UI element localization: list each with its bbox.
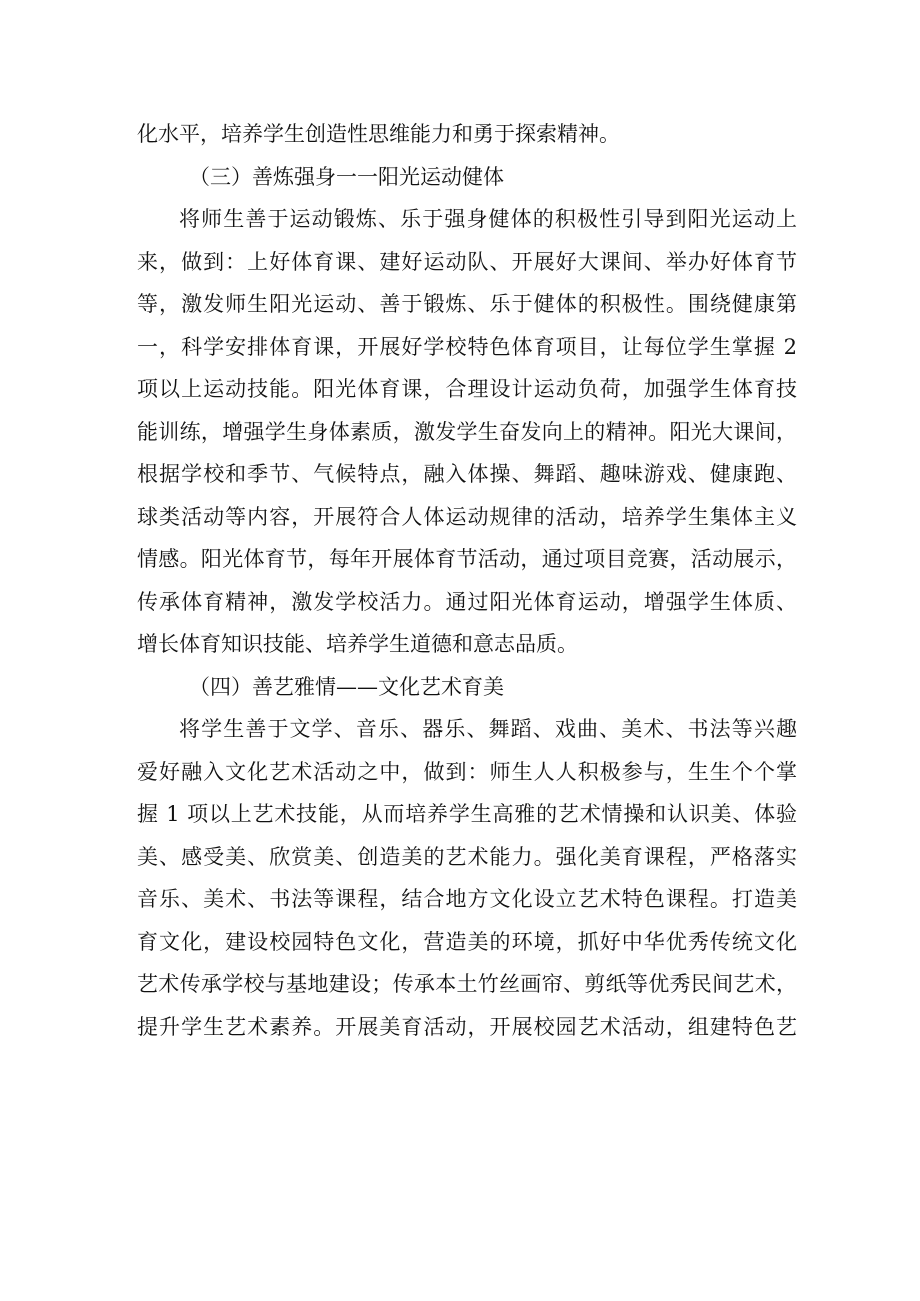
- paragraph-line: 情感。阳光体育节，每年开展体育节活动，通过项目竞赛，活动展示，: [137, 547, 797, 571]
- paragraph-line: 将师生善于运动锻炼、乐于强身健体的积极性引导到阳光运动上: [179, 207, 797, 231]
- paragraph-line: 提升学生艺术素养。开展美育活动，开展校园艺术活动，组建特色艺: [137, 1014, 797, 1039]
- paragraph-line: 音乐、美术、书法等课程，结合地方文化设立艺术特色课程。打造美: [137, 887, 797, 911]
- paragraph-line: 增长体育知识技能、培养学生道德和意志品质。: [137, 632, 578, 656]
- paragraph-line: 一，科学安排体育课，开展好学校特色体育项目，让每位学生掌握 2: [137, 334, 797, 359]
- paragraph-line: 等，激发师生阳光运动、善于锻炼、乐于健体的积极性。围绕健康第: [137, 292, 797, 316]
- paragraph-line: 能训练，增强学生身体素质，激发学生奋发向上的精神。阳光大课间，: [137, 419, 797, 444]
- paragraph-line: 化水平，培养学生创造性思维能力和勇于探索精神。: [137, 122, 620, 146]
- paragraph-line: 育文化，建设校园特色文化，营造美的环境，抓好中华优秀传统文化: [137, 929, 797, 954]
- paragraph-line: 传承体育精神，激发学校活力。通过阳光体育运动，增强学生体质、: [137, 589, 797, 614]
- paragraph-line: 项以上运动技能。阳光体育课，合理设计运动负荷，加强学生体育技: [137, 377, 797, 401]
- paragraph-line: 艺术传承学校与基地建设；传承本土竹丝画帘、剪纸等优秀民间艺术，: [137, 972, 797, 996]
- paragraph-line: 爱好融入文化艺术活动之中，做到：师生人人积极参与，生生个个掌: [137, 759, 797, 784]
- paragraph-line: 握 1 项以上艺术技能，从而培养学生高雅的艺术情操和认识美、体验: [137, 802, 797, 826]
- section-heading-three: （三）善炼强身一一阳光运动健体: [189, 164, 504, 189]
- paragraph-line: 来，做到：上好体育课、建好运动队、开展好大课间、举办好体育节: [137, 249, 797, 274]
- body-text: [137, 113, 797, 1048]
- paragraph-line: 将学生善于文学、音乐、器乐、舞蹈、戏曲、美术、书法等兴趣: [179, 717, 797, 741]
- paragraph-line: 球类活动等内容，开展符合人体运动规律的活动，培养学生集体主义: [137, 504, 797, 529]
- paragraph-line: 美、感受美、欣赏美、创造美的艺术能力。强化美育课程，严格落实: [137, 844, 797, 869]
- section-heading-four: （四）善艺雅情——文化艺术育美: [189, 674, 504, 699]
- paragraph-line: 根据学校和季节、气候特点，融入体操、舞蹈、趣味游戏、健康跑、: [137, 462, 797, 486]
